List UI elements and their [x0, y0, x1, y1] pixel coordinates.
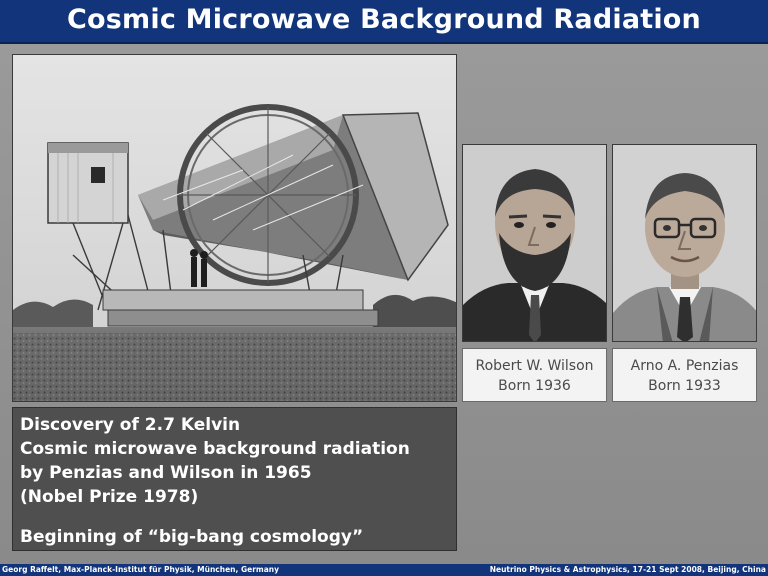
penzias-portrait [612, 144, 757, 342]
footer-event: Neutrino Physics & Astrophysics, 17-21 Sept 2008, Beijing, China [489, 565, 766, 574]
penzias-name: Arno A. Penzias [630, 358, 739, 374]
discovery-info-box [12, 407, 457, 551]
penzias-born: Born 1933 [648, 378, 721, 394]
info-line-4: (Nobel Prize 1978) [20, 487, 199, 507]
wilson-name: Robert W. Wilson [475, 358, 594, 374]
horn-antenna-photo [12, 54, 457, 402]
wilson-born: Born 1936 [498, 378, 571, 394]
info-spacer [20, 509, 449, 525]
footer-bar [0, 564, 768, 576]
slide-title: Cosmic Microwave Background Radiation [67, 4, 701, 35]
info-line-2: Cosmic microwave background radiation [20, 439, 410, 459]
info-conclusion: Beginning of “big-bang cosmology” [20, 527, 364, 547]
info-line-1: Discovery of 2.7 Kelvin [20, 415, 241, 435]
footer-author: Georg Raffelt, Max-Planck-Institut für Physik, München, Germany [2, 565, 280, 574]
info-line-3: by Penzias and Wilson in 1965 [20, 463, 312, 483]
penzias-caption [612, 348, 757, 402]
wilson-portrait [462, 144, 607, 342]
title-bar [0, 0, 768, 44]
wilson-caption [462, 348, 607, 402]
